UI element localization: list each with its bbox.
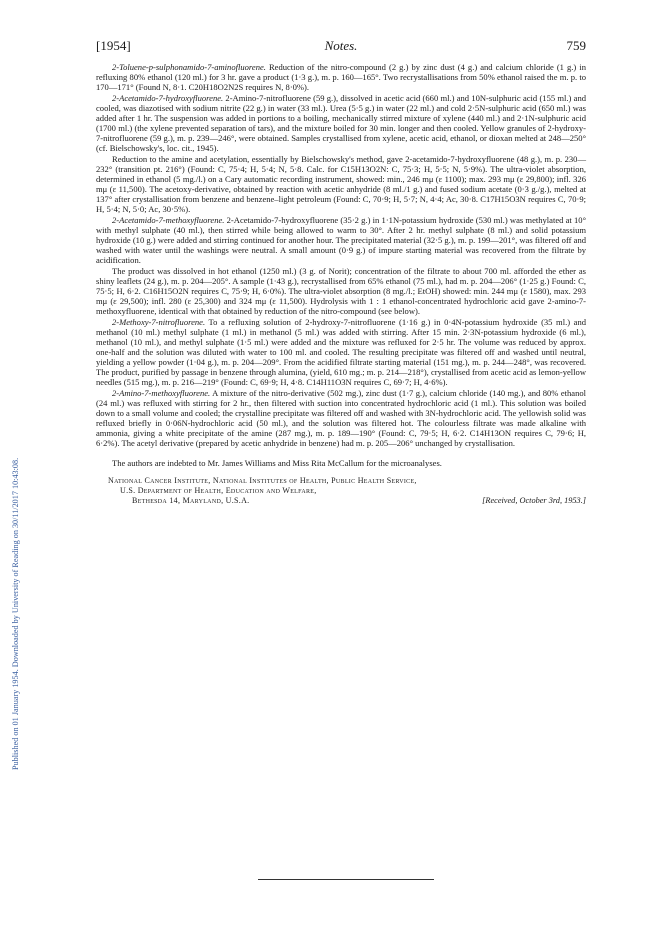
affiliation-line: Bethesda 14, Maryland, U.S.A.	[132, 495, 250, 505]
end-rule	[258, 879, 434, 880]
acknowledgement: The authors are indebted to Mr. James Williams and Miss Rita McCallum for the microanalyses.	[112, 457, 442, 468]
compound-heading: 2-Acetamido-7-methoxyfluorene.	[112, 214, 225, 225]
page-header	[96, 38, 586, 54]
compound-heading: 2-Methoxy-7-nitrofluorene.	[112, 316, 206, 327]
article-body	[96, 62, 586, 506]
compound-heading: 2-Amino-7-methoxyfluorene.	[112, 388, 211, 398]
paragraph-text: The product was dissolved in hot ethanol (1250 ml.) (3 g. of Norit); concentration of the filtrate to about 700 ml. afforded the ether as shiny leaflets (24 g.), m. p. 204—205°. A sample (1·43 g.), recrystallised from 65% ethanol (75 ml.), had m. p. 204—206° (1·25 g.) Found: C, 75·5; H, 6·2. C16H15O2N requires C, 75·9; H, 6·0%). The ultra-violet absorption (8 mg./l.; EtOH) showed: min. 244 mμ (ε 1580), max. 293 mμ (ε 29,500); infl. 280 (ε 25,300) and 324 mμ (ε 11,500). Hydrolysis with 1 : 1 ethanol-concentrated hydrochloric acid gave 2-amino-7-methoxyfluorene, identical with that obtained by reduction of the nitro-compound (see below).	[96, 265, 586, 317]
paragraph-reduction	[96, 154, 586, 215]
compound-heading: 2-Toluene-p-sulphonamido-7-aminofluorene.	[112, 62, 266, 72]
paragraph-text: Reduction to the amine and acetylation, essentially by Bielschowsky's method, gave 2-acetamido-7-hydroxyfluorene (48 g.), m. p. 230—232° (transition pt. 216°) (Found: C, 75·4; H, 5·4; N, 5·8. Calc. for C15H13O2N: C, 75·3; H, 5·5; N, 5·9%). The ultra-violet absorption, determined in ethanol (5 mg./l.) on a Cary automatic recording instrument, showed: min., 246 mμ (ε 1100); max. 293 mμ (ε 29,800); infl. 326 mμ (ε 11,500). The acetoxy-derivative, obtained by reaction with acetic anhydride (8 ml./1 g.) and fused sodium acetate (0·3 g./g.), melted at 137° after crystallisation from benzene and benzene–light petroleum (Found: C, 70·9; H, 5·7; N, 4·4; Ac, 30·8. C17H15O3N requires C, 70·9; H, 5·4; N, 5·0; Ac, 30·5%).	[96, 153, 586, 215]
paragraph-product-ether	[96, 266, 586, 316]
paragraph-acetamido-methoxy	[96, 215, 586, 265]
paragraph-text: 2-Acetamido-7-hydroxyfluorene (35·2 g.) in 1·1N-potassium hydroxide (530 ml.) was methylated at 10° with methyl sulphate (40 ml.), then stirred while being allowed to warm to 30°. After 2 hr. methyl sulphate (8 ml.) and solid potassium hydroxide (10 g.) were added and stirring continued for another hour. The precipitated material (32·5 g.), m. p. 199—201°, was filtered off and washed with water until the washings were neutral. A small amount (0·9 g.) of impure starting material was recovered from the filtrate by acidification.	[96, 214, 586, 266]
paragraph-methoxy-nitro	[96, 317, 586, 388]
compound-heading: 2-Acetamido-7-hydroxyfluorene.	[112, 92, 224, 103]
journal-year: [1954]	[96, 38, 131, 53]
paragraph-text: 2-Amino-7-nitrofluorene (59 g.), dissolved in acetic acid (660 ml.) and 10N-sulphuric acid (155 ml.) and cooled, was diazotised with sodium nitrite (22 g.) in water (33 ml.). Urea (5·5 g.) in water (22 ml.) and cold 2·5N-sulphuric acid (650 ml.) was added after 1 hr. The suspension was added in portions to a boiling, mechanically stirred mixture of xylene (440 ml.) and 2·1N-sulphuric acid (1700 ml.) (the xylene prevented separation of tars), and the mixture boiled for 30 min. longer and then cooled. Yellow granules of 2-hydroxy-7-nitrofluorene (59 g.), m. p. 239—246°, were obtained. Samples crystallised from xylene, acetic acid, ethanol, or dioxan melted at 248—250° (cf. Bielschowsky's, loc. cit., 1945).	[96, 92, 586, 154]
paragraph-toluene-sulphonamido	[96, 62, 586, 92]
affiliation-block	[96, 476, 586, 506]
paragraph-text: Reduction of the nitro-compound (2 g.) by zinc dust (4 g.) and calcium chloride (1 g.) in refluxing 80% ethanol (120 ml.) for 3 hr. gave a product (1·3 g.), m. p. 160—165°. Two recrystallisations from 50% ethanol raised the m. p. to 170—171° (Found N, 8·1. C20H18O2N2S requires N, 8·0%).	[96, 62, 586, 93]
affiliation-line: National Cancer Institute, National Institutes of Health, Public Health Service,	[108, 475, 417, 485]
affiliation-line: U.S. Department of Health, Education and Welfare,	[120, 485, 317, 495]
paragraph-amino-methoxy	[96, 388, 586, 449]
download-notice: Published on 01 January 1954. Downloaded by University of Reading on 30/11/2017 10:43:08.	[11, 457, 20, 770]
paragraph-text: A mixture of the nitro-derivative (502 mg.), zinc dust (1·7 g.), calcium chloride (140 mg.), and 80% ethanol (24 ml.) was refluxed with stirring for 2 hr., then filtered with suction into concentrated hydrochloric acid (1 ml.). This solution was boiled down to a small volume and cooled; the crystalline precipitate was filtered off and washed with 3N-hydrochloric acid. The yellowish solid was refluxed briefly in 0·06N-hydrochloric acid (50 ml.), and the solution was filtered hot. The colourless filtrate was made alkaline with ammonia, giving a white precipitate of the amine (287 mg.), m. p. 189—190° (Found: C, 79·5; H, 6·2. C14H13ON requires C, 79·6; H, 6·2%). The acetyl derivative (prepared by acetic anhydride in benzene) had m. p. 205—206° unchanged by crystallisation.	[96, 388, 586, 449]
paragraph-text: To a refluxing solution of 2-hydroxy-7-nitrofluorene (1·16 g.) in 0·4N-potassium hydroxide (35 ml.) and methanol (10 ml.) methyl sulphate (1 ml.) in methanol (5 ml.) was added with stirring. After 15 min. 2·3N-potassium hydroxide (6 ml.), methanol (10 ml.), and methyl sulphate (1·5 ml.) were added and the mixture was refluxed for 2·5 hr. The volume was reduced by approx. one-half and the solution was diluted with water to 100 ml. and cooled. The resulting precipitate was filtered off and washed until neutral, yielding a yellow powder (1·04 g.), m. p. 204—209°. From the acidified filtrate starting material (151 mg.), m. p. 244—248°, was recovered. The product, purified by passage in benzene through alumina, (yield, 610 mg.; m. p. 214—218°), crystallised from acetic acid as lemon-yellow needles (515 mg.), m. p. 216—219° (Found: C, 69·9; H, 4·8. C14H11O3N requires C, 69·7; H, 4·6%).	[96, 316, 586, 388]
paragraph-acetamido-hydroxy	[96, 93, 586, 154]
section-title: Notes.	[324, 38, 358, 53]
page-number: 759	[566, 38, 586, 53]
received-date: [Received, October 3rd, 1953.]	[482, 495, 586, 505]
